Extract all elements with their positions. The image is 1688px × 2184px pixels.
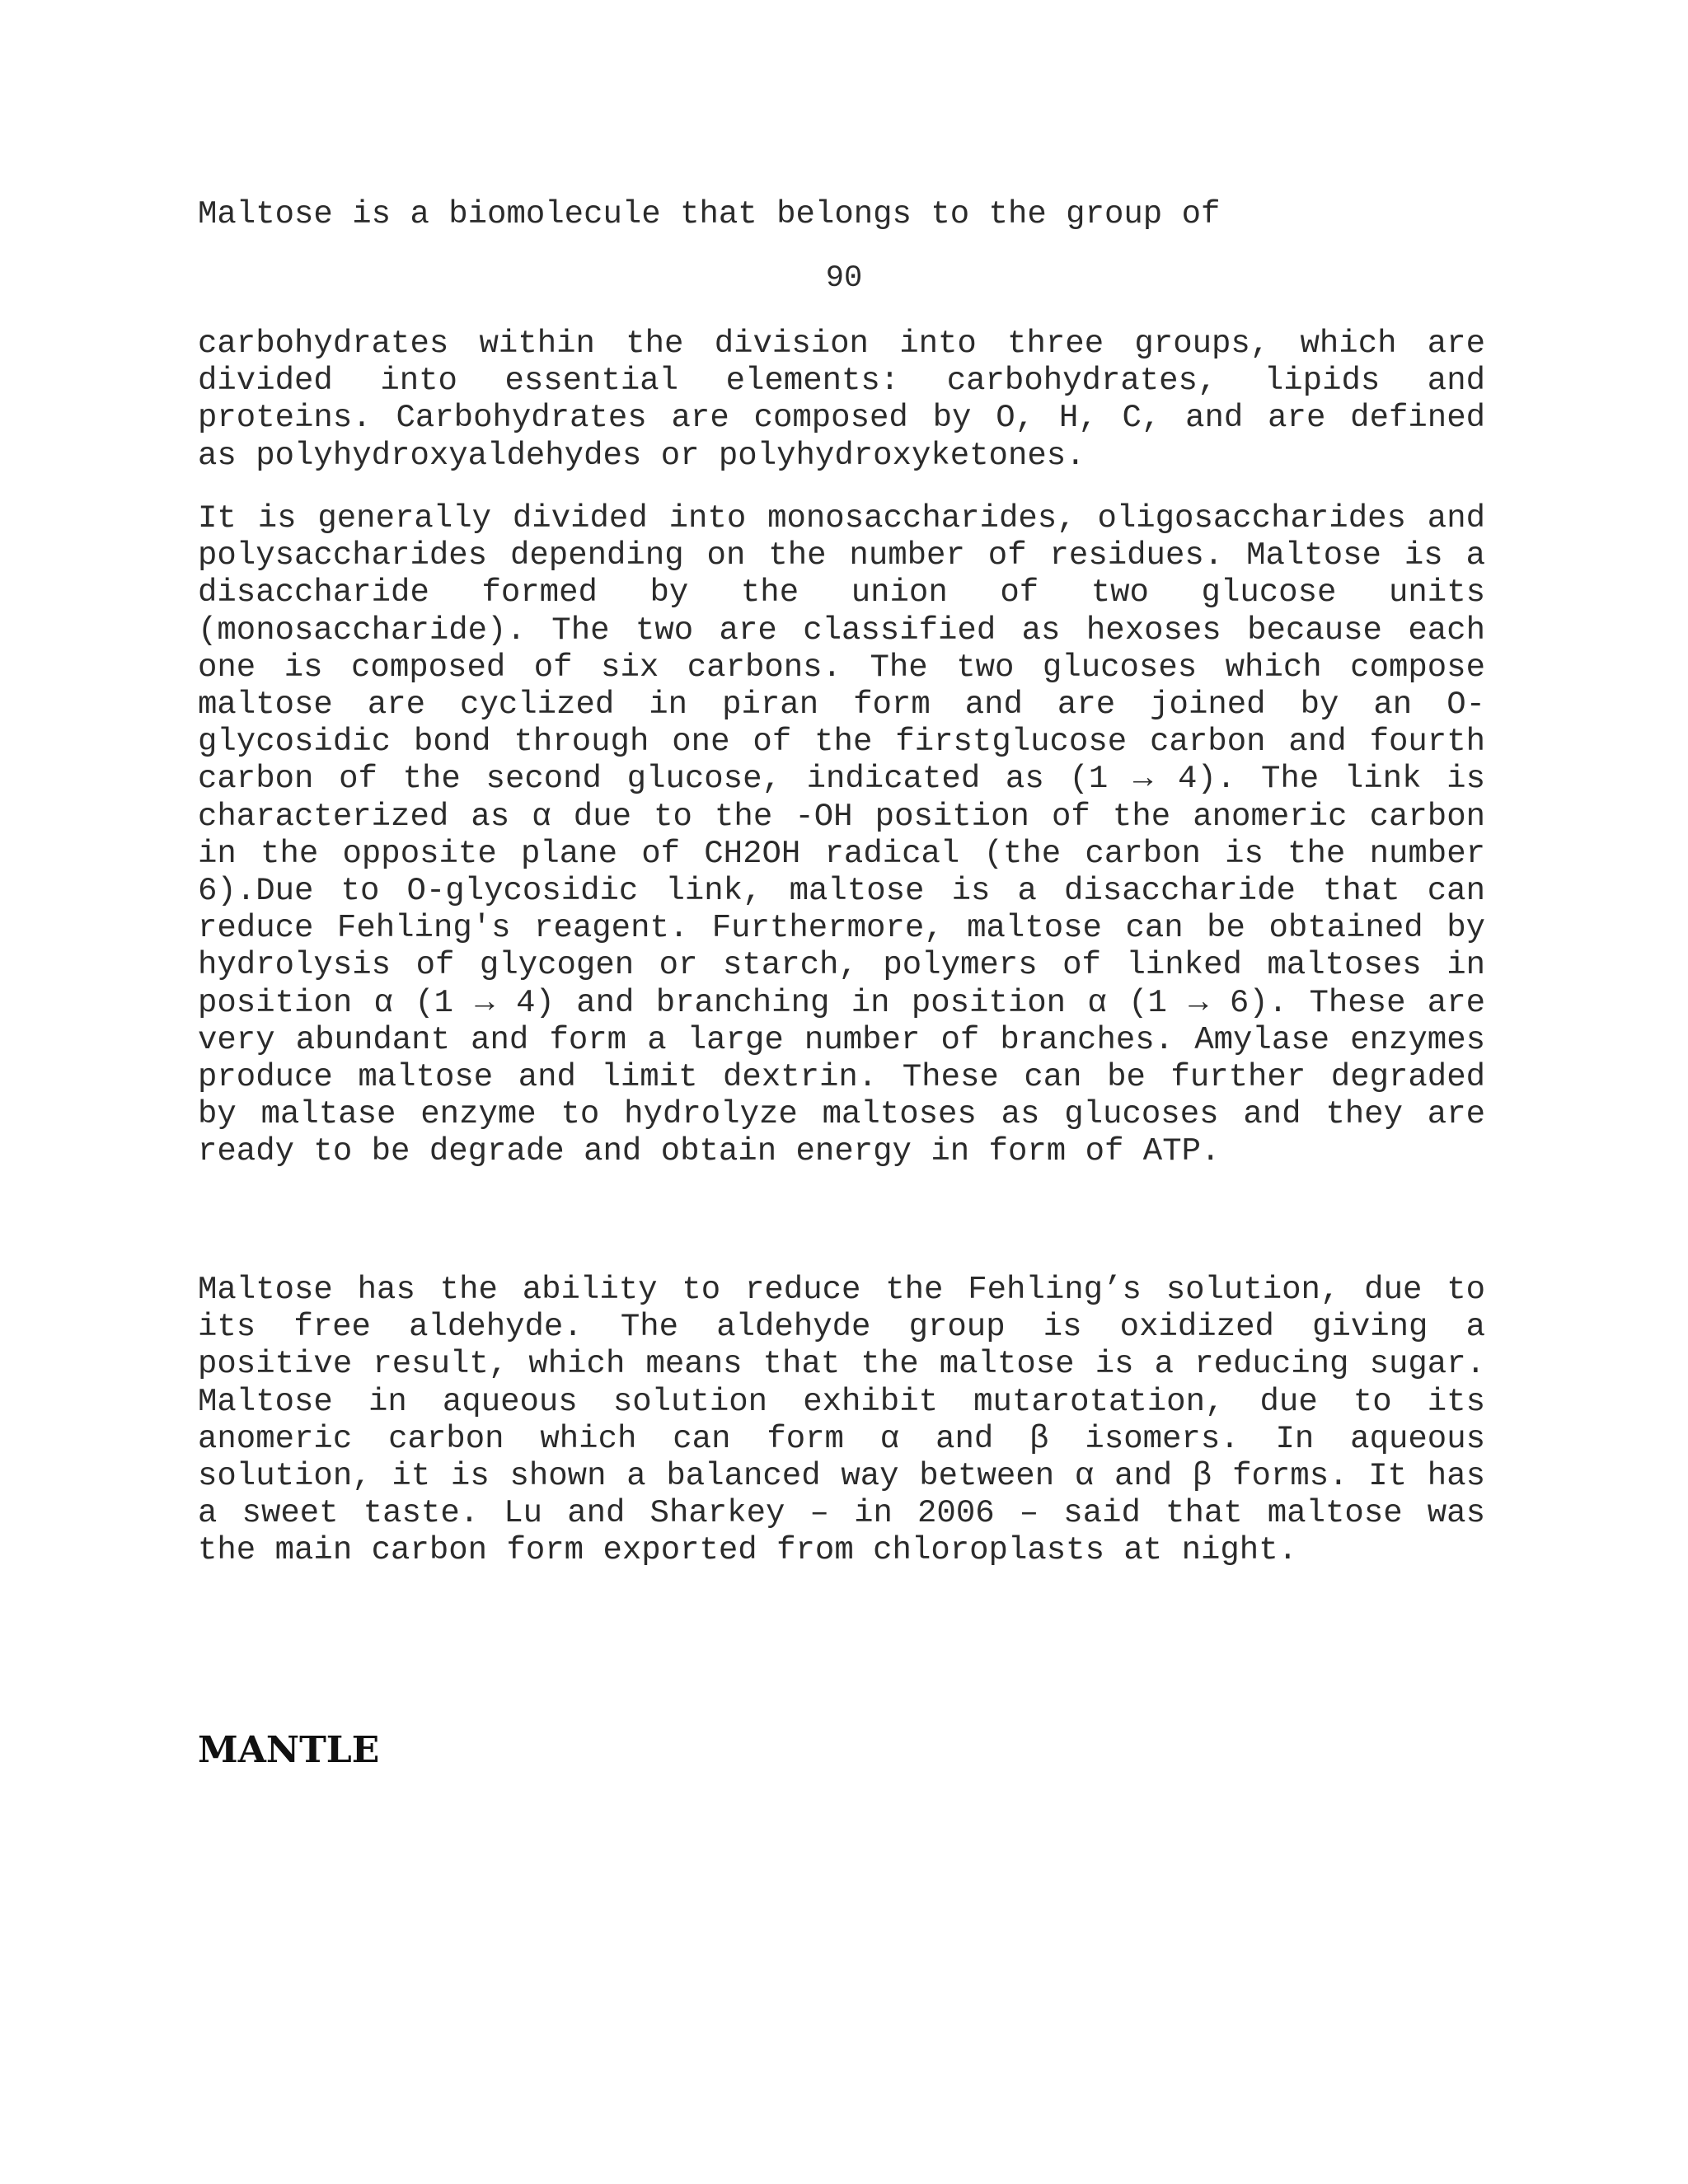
section-heading: MANTLE xyxy=(198,1729,380,1771)
paragraph-maltose-structure: It is generally divided into monosaccharides, oligosaccharides and polysaccharides depending on the number of residues. Maltose is a disaccharide formed by the union of two glucose units (monosaccharide). The two are classified as hexoses because each one is composed of six carbons. The two glucoses which compose maltose are cyclized in piran form and are joined by an O-glycosidic bond through one of the firstglucose carbon and fourth carbon of the second glucose, indicated as (1 → 4). The link is characterized as α due to the -OH position of the anomeric carbon in the opposite plane of CH2OH radical (the carbon is the number 6).Due to O-glycosidic link, maltose is a disaccharide that can reduce Fehling's reagent. Furthermore, maltose can be obtained by hydrolysis of glycogen or starch, polymers of linked maltoses in position α (1 → 4) and branching in position α (1 → 6). These are very abundant and form a large number of branches. Amylase enzymes produce maltose and limit dextrin. These can be further degraded by maltase enzyme to hydrolyze maltoses as glucoses and they are ready to be degrade and obtain energy in form of ATP. xyxy=(198,500,1485,1170)
paragraph-carbohydrates: carbohydrates within the division into three groups, which are divided into essential elements: carbohydrates, lipids and proteins. Carbohydrates are composed by O, H, C, and are defined as polyhydroxyaldehydes or polyhydroxyketones. xyxy=(198,326,1485,474)
intro-line: Maltose is a biomolecule that belongs to the group of xyxy=(198,196,1221,232)
page-number: 90 xyxy=(825,261,863,296)
paragraph-maltose-properties: Maltose has the ability to reduce the Fehling’s solution, due to its free aldehyde. The aldehyde group is oxidized giving a positive result, which means that the maltose is a reducing sugar. Maltose in aqueous solution exhibit mutarotation, due to its anomeric carbon which can form α and β isomers. In aqueous solution, it is shown a balanced way between α and β forms. It has a sweet taste. Lu and Sharkey – in 2006 – said that maltose was the main carbon form exported from chloroplasts at night. xyxy=(198,1272,1485,1569)
